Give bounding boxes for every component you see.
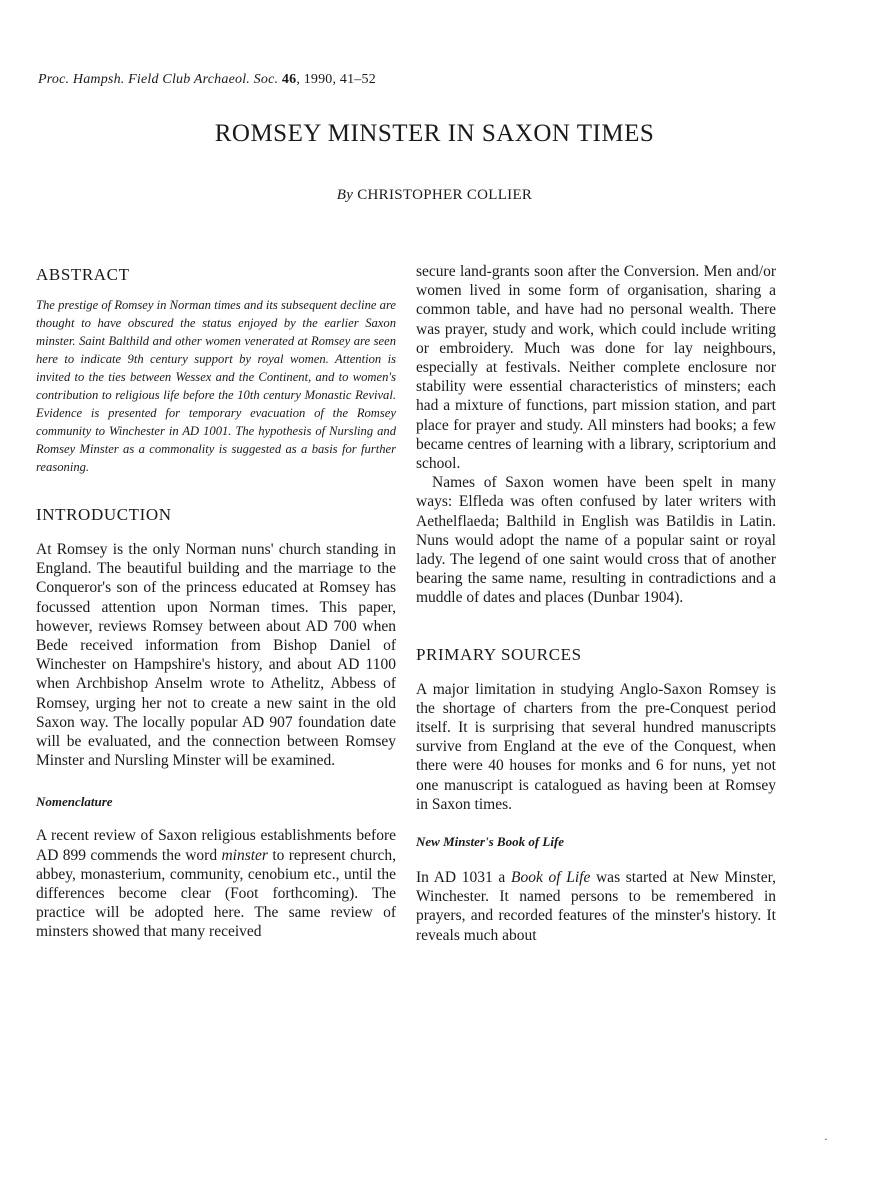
byline bbox=[0, 187, 869, 204]
byline-by: By bbox=[336, 187, 354, 203]
abstract-text: The prestige of Romsey in Norman times and its subsequent decline are thought to have obscured the status enjoyed by the earlier Saxon minster. Saint Balthild and other women venerated at Romsey are seen here to indicate 9th century support by royal women. Attention is invited to the ties between Wessex and the Continent, and to women's contribution to religious life before the 10th century Monastic Revival. Evidence is presented for temporary evacuation of the Romsey community to Winchester in AD 1001. The hypothesis of Nursling and Romsey Minster as a commonality is suggested as a basis for further reasoning. bbox=[36, 298, 396, 474]
abstract-heading: ABSTRACT bbox=[36, 265, 130, 284]
author-name: CHRISTOPHER COLLIER bbox=[357, 187, 533, 203]
names-paragraph: Names of Saxon women have been spelt in many ways: Elfleda was often confused by later writers with Aethelflaeda; Balthild in English was Batildis in Latin. Nuns would adopt the name of a popular saint or royal lady. The legend of one saint would cross that of another bearing the same name, resulting in contradictions and a muddle of dates and places (Dunbar 1904). bbox=[416, 474, 776, 607]
new-minster-heading: New Minster's Book of Life bbox=[416, 834, 565, 850]
journal-name: Proc. Hampsh. Field Club Archaeol. Soc. bbox=[38, 72, 279, 87]
primary-sources-heading: PRIMARY SOURCES bbox=[416, 644, 582, 664]
introduction-heading: INTRODUCTION bbox=[36, 505, 172, 524]
book-of-life-text bbox=[416, 868, 776, 945]
journal-citation bbox=[38, 72, 376, 88]
right-column bbox=[416, 262, 776, 945]
primary-sources-text: A major limitation in studying Anglo-Saxon Romsey is the shortage of charters from the pre-Conquest period itself. It is surprising that several hundred manuscripts survive from England at the eve of the Conquest, when there were 40 houses for monks and 6 for nuns, yet not one manuscript is catalogued as having been at Romsey in Saxon times. bbox=[416, 680, 776, 813]
left-column bbox=[36, 262, 396, 942]
journal-volume: 46 bbox=[281, 72, 297, 87]
nomenclature-text-start: A recent review of Saxon religious establishments before AD 899 commends the word bbox=[36, 827, 396, 864]
book-of-life-text-start: In AD 1031 a bbox=[416, 869, 511, 887]
journal-year-pages: , 1990, 41–52 bbox=[296, 72, 376, 87]
introduction-text: At Romsey is the only Norman nuns' church standing in England. The beautiful building and the marriage to the Conqueror's son of the princess educated at Romsey has focussed attention upon Norman times. This paper, however, reviews Romsey between about AD 700 when Bede received information from Bishop Daniel of Winchester on Hampshire's history, and about AD 1100 when Archbishop Anselm wrote to Athelitz, Abbess of Romsey, urging her not to create a new saint in the old Saxon way. The locally popular AD 907 foundation date will be evaluated, and the connection between Romsey Minster and Nursling Minster will be examined. bbox=[36, 541, 396, 770]
corner-mark: · bbox=[824, 1132, 828, 1146]
nomenclature-term: minster bbox=[221, 846, 268, 864]
paper-title: ROMSEY MINSTER IN SAXON TIMES bbox=[214, 120, 655, 147]
nomenclature-text bbox=[36, 826, 396, 941]
nomenclature-text-end: to represent church, abbey, monasterium, community, cenobium etc., until the differences become clear (Foot forthcoming). The practice will be adopted here. The same review of minsters showed that many received bbox=[36, 846, 396, 941]
book-of-life-text-end: was started at New Minster, Winchester. It named persons to be remembered in prayers, and recorded features of the minster's history. It reveals much about bbox=[416, 869, 776, 944]
continued-paragraph: secure land-grants soon after the Conversion. Men and/or women lived in some form of organisation, sharing a common table, and have had no personal wealth. There was prayer, study and work, which could include writing or embroidery. Much was done for lay neighbours, especially at festivals. Neither complete enclosure nor stability were essential characteristics of minsters; each had a mixture of functions, part mission station, and part place for prayer and study. All minsters had books; a few became centres of learning with a library, scriptorium and school. bbox=[416, 263, 776, 473]
nomenclature-heading: Nomenclature bbox=[36, 794, 113, 810]
book-of-life-term: Book of Life bbox=[510, 869, 591, 887]
